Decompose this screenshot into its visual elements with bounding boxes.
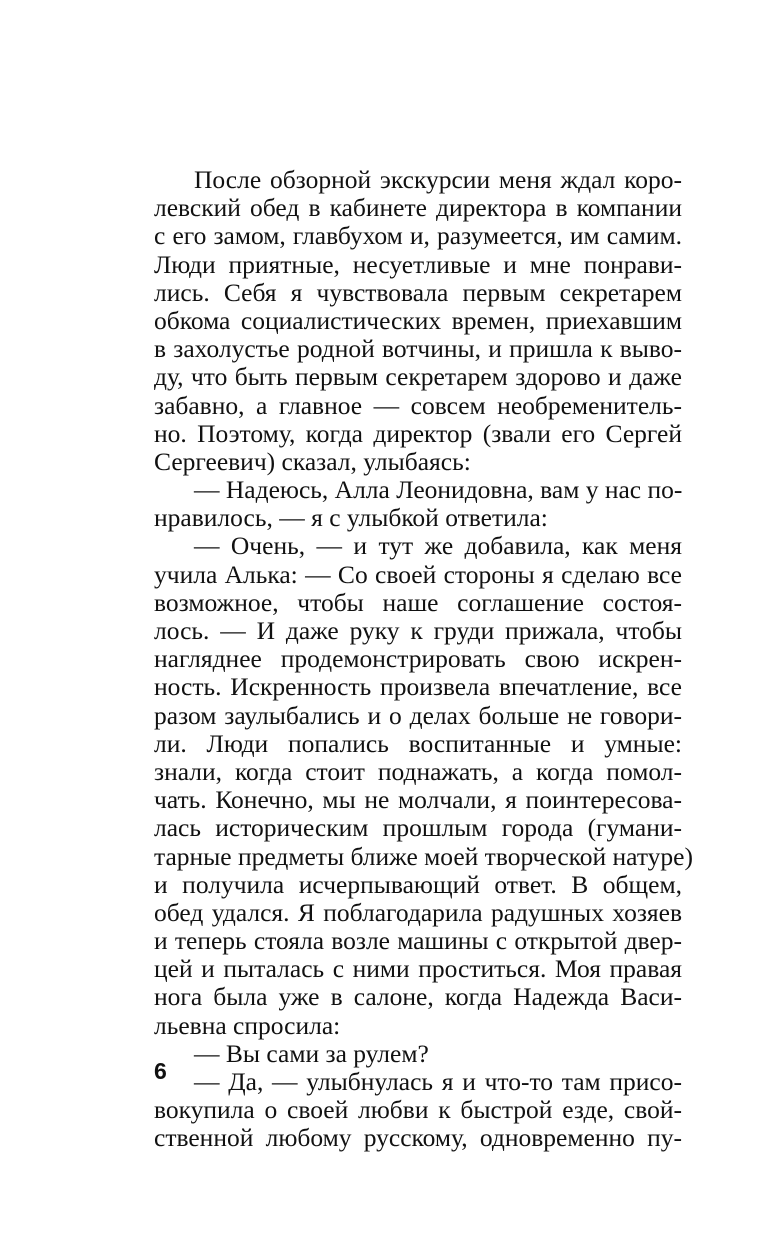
text-line: нога была уже в салоне, когда Надежда Васи- — [154, 982, 682, 1012]
body-text — [154, 165, 693, 1153]
text-line: обед удался. Я поблагодарила радушных хозяев — [154, 897, 682, 927]
text-line: ственной любому русскому, одновременно пу- — [154, 1123, 682, 1153]
text-line: лось. — И даже руку к груди прижала, чтобы — [154, 616, 682, 645]
text-line: левский обед в кабинете директора в компании — [154, 193, 682, 223]
text-line: ду, что быть первым секретарем здорово и даже — [154, 362, 682, 392]
text-line: — Вы сами за рулем? — [194, 1038, 429, 1068]
text-line: льевна спросила: — [154, 1010, 341, 1040]
text-line: — Да, — улыбнулась я и что-то там присо- — [194, 1067, 682, 1096]
text-line: с его замом, главбухом и, разумеется, им самим. — [154, 221, 682, 251]
text-line: в захолустье родной вотчины, и пришла к выво- — [154, 334, 682, 364]
text-line: обкома социалистических времен, приехавшим — [154, 305, 682, 335]
text-line: ность. Искренность произвела впечатление, все — [154, 672, 682, 702]
text-line: лись. Себя я чувствовала первым секретарем — [154, 277, 682, 307]
text-line: чать. Конечно, мы не молчали, я поинтересова- — [154, 785, 682, 815]
text-line: и теперь стояла возле машины с открытой двер- — [154, 926, 682, 956]
text-line: учила Алька: — Со своей стороны я сделаю все — [154, 559, 682, 589]
text-line: После обзорной экскурсии меня ждал коро- — [194, 165, 682, 194]
text-line: но. Поэтому, когда директор (звали его Сергей — [154, 418, 682, 448]
text-line: разом заулыбались и о делах больше не говори- — [154, 700, 682, 730]
text-line: тарные предметы ближе моей творческой натуре) — [154, 841, 693, 871]
text-line: ли. Люди попались воспитанные и умные: — [154, 728, 682, 758]
text-line: нравилось, — я с улыбкой ответила: — [154, 503, 548, 533]
page-number: 6 — [154, 1058, 167, 1084]
text-line: возможное, чтобы наше соглашение состоя- — [154, 587, 682, 617]
text-line: и получила исчерпывающий ответ. В общем, — [154, 869, 682, 899]
text-line: вокупила о своей любви к быстрой езде, свой- — [154, 1095, 682, 1125]
text-line: лась историческим прошлым города (гумани- — [154, 813, 682, 843]
text-line: нагляднее продемонстрировать свою искрен- — [154, 644, 682, 674]
text-line: забавно, а главное — совсем необременитель- — [154, 390, 682, 420]
text-line: — Очень, — и тут же добавила, как меня — [194, 531, 682, 561]
text-line: Люди приятные, несуетливые и мне понрави- — [154, 249, 682, 279]
text-line: Сергеевич) сказал, улыбаясь: — [154, 446, 471, 476]
text-line: знали, когда стоит поднажать, а когда помол- — [154, 756, 682, 786]
text-line: цей и пыталась с ними проститься. Моя правая — [154, 954, 682, 984]
text-line: — Надеюсь, Алла Леонидовна, вам у нас по- — [194, 475, 683, 505]
